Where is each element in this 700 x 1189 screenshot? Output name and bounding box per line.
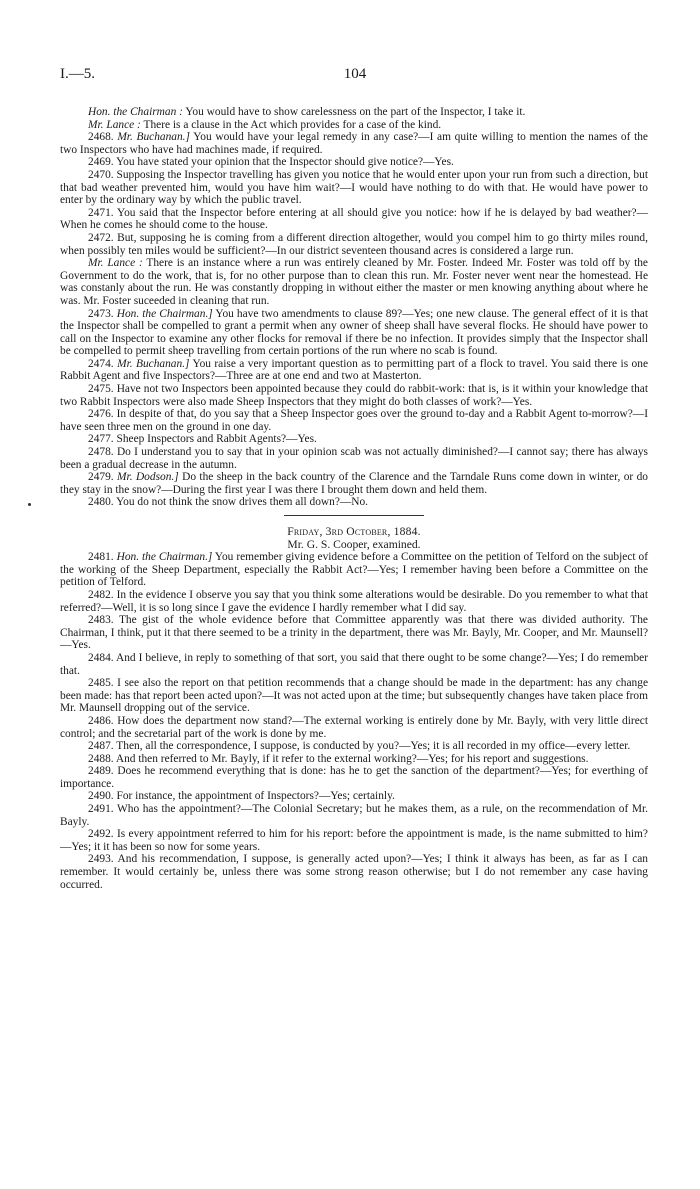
question-number: 2472. xyxy=(88,231,114,244)
paragraph-text: Does he recommend everything that is done: has he to get the sanction of the department?—Yes; for everthing of importance. xyxy=(60,765,648,790)
question-paragraph xyxy=(60,828,648,853)
paragraph-text: There is an instance where a run was entirely cleaned by Mr. Foster. Indeed Mr. Foster was told off by the Government to do the work, that is, for no other purpose than to clean this run. Mr. Foster never went near the homestead. He was constanly about the run. He was constantly dropping in without either the master or men knowing anything about where he was. Mr. Foster suceeded in cleaning that run. xyxy=(60,257,648,307)
question-number: 2485. xyxy=(88,677,114,690)
question-number: 2490. xyxy=(88,790,114,803)
paragraph-text: Supposing the Inspector travelling has given you notice that he would enter upon your run from such a direction, but that bad weather prevented him, would you have him wait?—I would have nothing to do with that. He would have power to enter by the ordinary way by which the public travel. xyxy=(60,168,648,207)
question-number: 2482. xyxy=(88,588,114,601)
section-heading: Friday, 3rd October, 1884. xyxy=(287,525,421,538)
question-paragraph xyxy=(60,765,648,790)
question-number: 2475. xyxy=(88,383,114,396)
section-divider xyxy=(284,515,424,516)
paragraph-text: You would have to show carelessness on the part of the Inspector, I take it. xyxy=(182,106,526,118)
question-number: 2492. xyxy=(88,828,114,841)
paragraph-text: You do not think the snow drives them all down?—No. xyxy=(116,496,369,509)
paragraph-text: You would have your legal remedy in any case?—I am quite willing to mention the names of the two Inspectors who have had machines made, if required. xyxy=(60,131,648,156)
question-number: 2491. xyxy=(88,803,114,816)
question-paragraph xyxy=(60,853,648,891)
page-number: 104 xyxy=(343,66,367,82)
paragraph-text: Then, all the correspondence, I suppose, is conducted by you?—Yes; it is all recorded in my office—every letter. xyxy=(116,740,631,753)
paragraph-text: Do I understand you to say that in your opinion scab was not actually diminished?—I cannot say; there has always been a gradual decrease in the autumn. xyxy=(60,446,648,471)
question-paragraph xyxy=(60,551,648,589)
question-paragraph xyxy=(60,753,648,766)
question-number: 2489. xyxy=(88,765,114,778)
question-paragraph xyxy=(60,408,648,433)
question-paragraph xyxy=(60,471,648,496)
document-reference: I.—5. xyxy=(60,66,95,82)
margin-mark xyxy=(28,503,31,506)
question-paragraph xyxy=(60,496,648,509)
paragraph-text: I see also the report on that petition recommends that a change should be made in the department: has any change been made: has that report been acted upon?—It was not acted upon at the time; but subsequently changes have taken place from Mr. Maunsell dropping out of the service. xyxy=(60,677,649,715)
paragraph-text: And I believe, in reply to something of that sort, you said that there ought to be some change?—Yes; I do remember that. xyxy=(60,651,648,677)
question-number: 2468. xyxy=(88,131,114,144)
speaker-name: Mr. Buchanan.] xyxy=(117,131,190,144)
speaker-name: Mr. Lance : xyxy=(88,257,143,270)
question-paragraph xyxy=(60,589,648,614)
question-paragraph xyxy=(60,652,648,677)
paragraph-text: Have not two Inspectors been appointed because they could do rabbit-work: that is, is it within your knowledge that two Rabbit Inspectors were also made Sheep Inspectors that they might do both classes of work?—Yes. xyxy=(60,383,648,408)
question-paragraph xyxy=(60,383,648,408)
question-paragraph xyxy=(60,358,648,383)
testimony-part-1 xyxy=(60,106,648,509)
question-number: 2483. xyxy=(88,614,114,627)
paragraph-text: Do the sheep in the back country of the Clarence and the Tarndale Runs come down in winter, or do they stay in the snow?—During the first year I was there I brought them down and held them. xyxy=(60,471,648,496)
question-paragraph xyxy=(60,119,648,132)
paragraph-text: But, supposing he is coming from a different direction altogether, would you compel him to go thirty miles round, when possibly ten miles would be sufficient?—In our district seventeen thousand acres is considered a large run. xyxy=(60,231,648,257)
question-number: 2471. xyxy=(88,206,114,219)
question-paragraph xyxy=(60,232,648,257)
question-number: 2480. xyxy=(88,496,114,509)
paragraph-text: You said that the Inspector before entering at all should give you notice: how if he is delayed by bad weather?—When he comes he should come to the house. xyxy=(60,206,648,232)
paragraph-text: In despite of that, do you say that a Sheep Inspector goes over the ground to-day and a Rabbit Agent to-morrow?—I have seen three men on the ground in one day. xyxy=(60,408,648,433)
paragraph-text: You have stated your opinion that the Inspector should give notice?—Yes. xyxy=(116,156,454,169)
question-paragraph xyxy=(60,257,648,307)
page-body xyxy=(60,106,648,891)
speaker-name: Mr. Dodson.] xyxy=(117,471,179,484)
question-paragraph xyxy=(60,446,648,471)
question-number: 2474. xyxy=(88,357,114,370)
question-number: 2484. xyxy=(88,651,114,664)
question-paragraph xyxy=(60,169,648,207)
paragraph-text: In the evidence I observe you say that you think some alterations would be desirable. Do you remember to what that referred?—Well, it is so long since I gave the evidence I hardly remember what I did say. xyxy=(60,588,648,614)
page-header xyxy=(60,66,650,86)
paragraph-text: How does the department now stand?—The external working is entirely done by Mr. Bayly, with very little direct control; and the secretarial part of the work is done by me. xyxy=(60,714,648,740)
question-number: 2487. xyxy=(88,740,114,753)
paragraph-text: You have two amendments to clause 89?—Yes; one new clause. The general effect of it is that the Inspector shall be compelled to grant a permit when any owner of sheep shall have several flocks. He should have power to call on the Inspector to examine any other flocks for removal if there be no infection. It provides simply that the Inspector shall be compelled to permit sheep travelling from certain portions of the run where no scab is found. xyxy=(60,307,648,358)
question-number: 2493. xyxy=(88,853,114,866)
question-number: 2478. xyxy=(88,446,114,459)
question-paragraph xyxy=(60,803,648,828)
question-number: 2473. xyxy=(88,307,114,320)
paragraph-text: Sheep Inspectors and Rabbit Agents?—Yes. xyxy=(116,433,317,446)
speaker-name: Hon. the Chairman.] xyxy=(116,307,213,320)
question-paragraph xyxy=(60,677,648,715)
question-paragraph xyxy=(60,790,648,803)
speaker-name: Mr. Lance : xyxy=(88,118,141,131)
question-number: 2477. xyxy=(88,433,114,446)
paragraph-text: There is a clause in the Act which provides for a case of the kind. xyxy=(140,118,442,131)
paragraph-text: Is every appointment referred to him for his report: before the appointment is made, is the name submitted to him?—Yes; it it has been so now for some years. xyxy=(60,828,648,853)
question-paragraph xyxy=(60,131,648,156)
question-paragraph xyxy=(60,106,648,119)
question-number: 2488. xyxy=(88,752,114,765)
question-paragraph xyxy=(60,715,648,740)
paragraph-text: You remember giving evidence before a Committee on the petition of Telford on the subject of the working of the Sheep Department, especially the Rabbit Act?—Yes; I remember having been before a Committee on the petition of Telford. xyxy=(60,551,648,589)
witness-heading: Mr. G. S. Cooper, examined. xyxy=(287,537,421,551)
paragraph-text: For instance, the appointment of Inspectors?—Yes; certainly. xyxy=(116,790,395,803)
speaker-name: Hon. the Chairman : xyxy=(88,106,183,118)
paragraph-text: And then referred to Mr. Bayly, if it refer to the external working?—Yes; for his report and suggestions. xyxy=(115,752,589,765)
question-number: 2486. xyxy=(88,714,114,727)
question-paragraph xyxy=(60,740,648,753)
question-number: 2479. xyxy=(88,471,114,484)
question-paragraph xyxy=(60,207,648,232)
speaker-name: Hon. the Chairman.] xyxy=(116,551,213,564)
question-paragraph xyxy=(60,308,648,358)
speaker-name: Mr. Buchanan.] xyxy=(117,357,190,370)
paragraph-text: You raise a very important question as to permitting part of a flock to travel. You said there is one Rabbit Agent and five Inspectors?—Three are at one end and two at Masterton. xyxy=(60,357,649,383)
paragraph-text: Who has the appointment?—The Colonial Secretary; but he makes them, as a rule, on the recommendation of Mr. Bayly. xyxy=(60,803,648,828)
question-number: 2469. xyxy=(88,156,114,169)
question-number: 2476. xyxy=(88,408,114,421)
question-paragraph xyxy=(60,614,648,652)
question-paragraph xyxy=(60,433,648,446)
paragraph-text: The gist of the whole evidence before that Committee apparently was that there was divided authority. The Chairman, I think, put it that there seemed to be a trinity in the department, there was Mr. Bayly, Mr. Cooper, and Mr. Maunsell?—Yes. xyxy=(60,614,648,652)
question-number: 2470. xyxy=(88,168,114,181)
paragraph-text: And his recommendation, I suppose, is generally acted upon?—Yes; I think it always has been, as far as I can remember. It would certainly be, unless there was some strong reason otherwise; but I do not remember any case having occurred. xyxy=(60,853,649,891)
question-number: 2481. xyxy=(88,551,114,564)
question-paragraph xyxy=(60,156,648,169)
testimony-part-2 xyxy=(60,551,648,891)
